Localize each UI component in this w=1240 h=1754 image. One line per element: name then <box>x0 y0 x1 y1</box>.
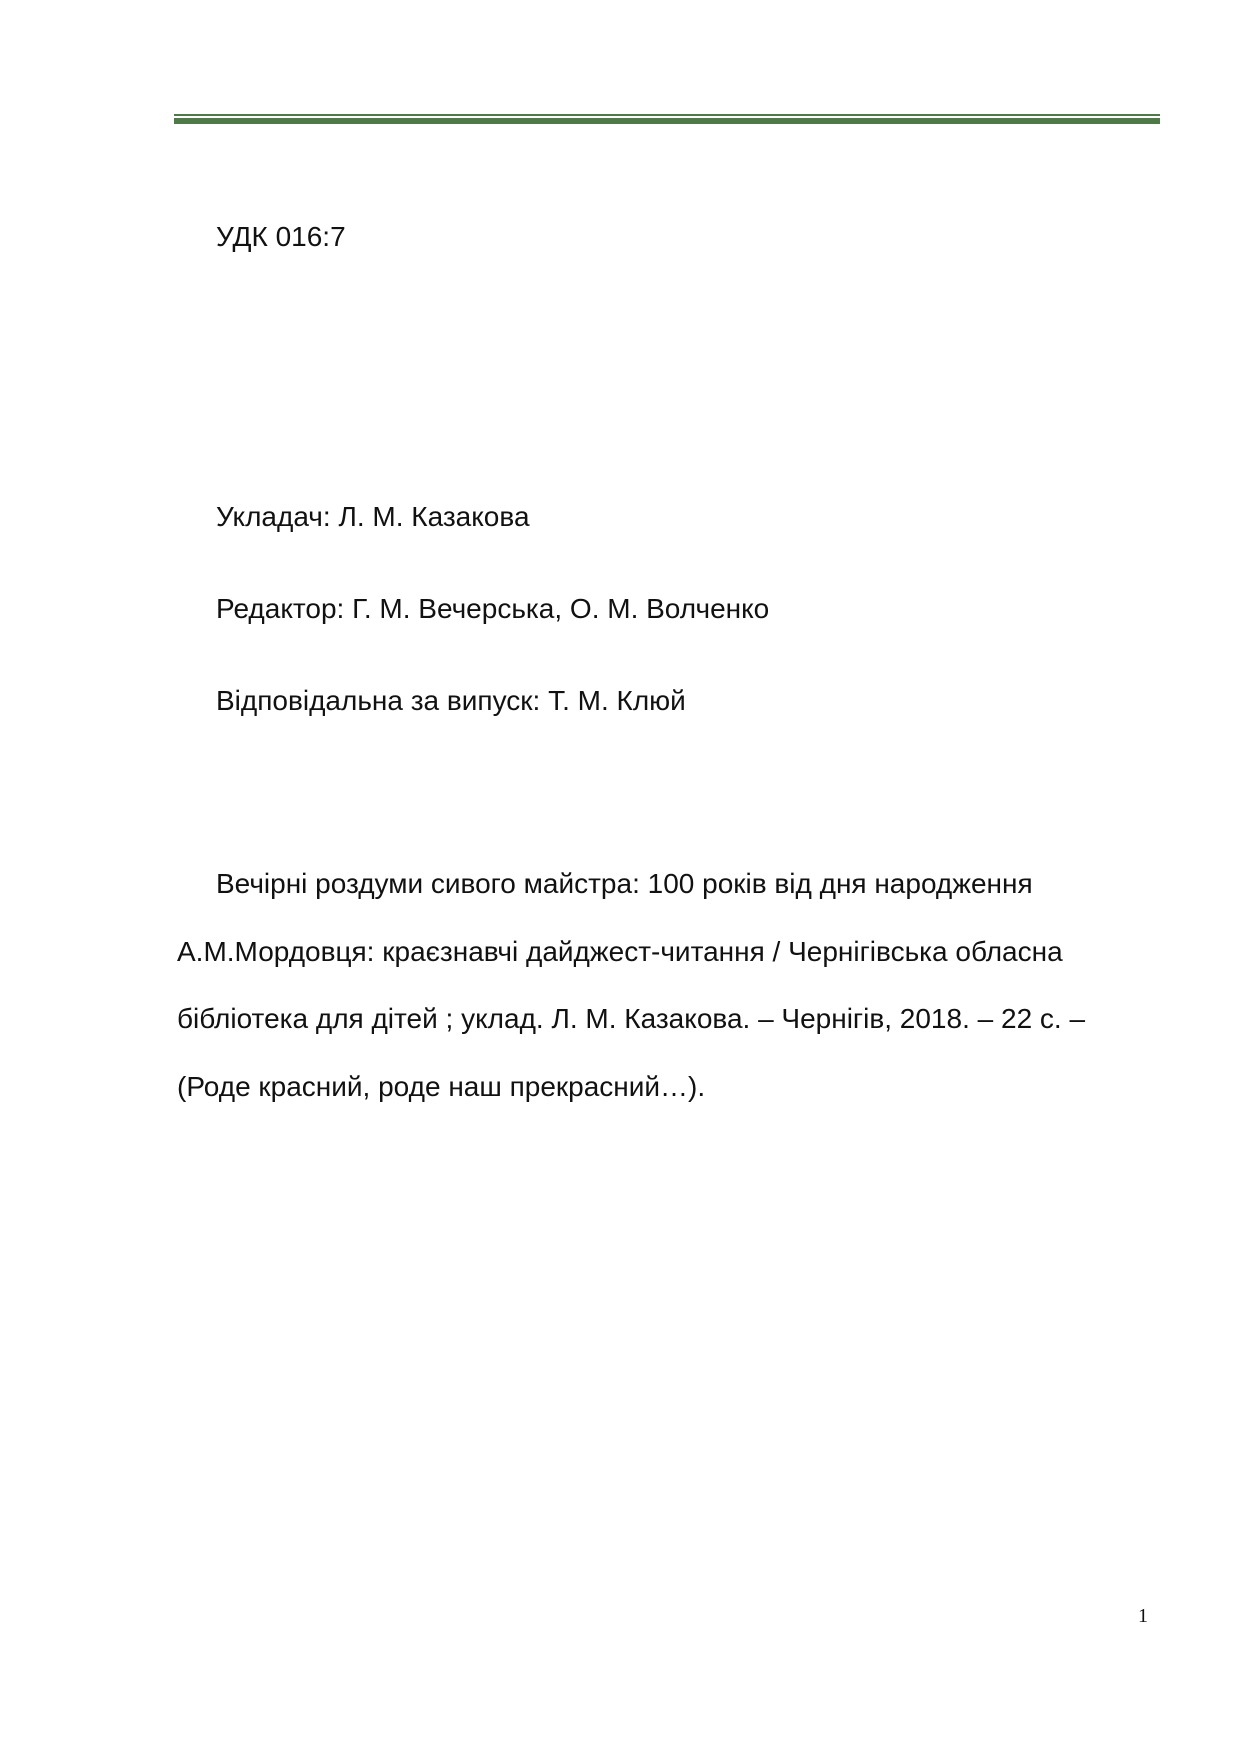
header-rule-thin <box>174 114 1160 116</box>
responsible-credit: Відповідальна за випуск: Т. М. Клюй <box>216 685 686 716</box>
udc-code: УДК 016:7 <box>216 221 346 252</box>
compiler-credit: Укладач: Л. М. Казакова <box>216 501 530 532</box>
header-rule-thick <box>174 118 1160 124</box>
description-line: Вечірні роздуми сивого майстра: 100 років від дня народження <box>216 868 1033 899</box>
description-line: (Роде красний, роде наш прекрасний…). <box>177 1071 706 1102</box>
editor-credit: Редактор: Г. М. Вечерська, О. М. Волченко <box>216 593 770 624</box>
description-line: А.М.Мордовця: краєзнавчі дайджест-читання / Чернігівська обласна <box>177 936 1063 967</box>
description-line: бібліотека для дітей ; уклад. Л. М. Казакова. – Чернігів, 2018. – 22 с. – <box>177 1003 1086 1034</box>
page-number: 1 <box>1138 1605 1148 1627</box>
